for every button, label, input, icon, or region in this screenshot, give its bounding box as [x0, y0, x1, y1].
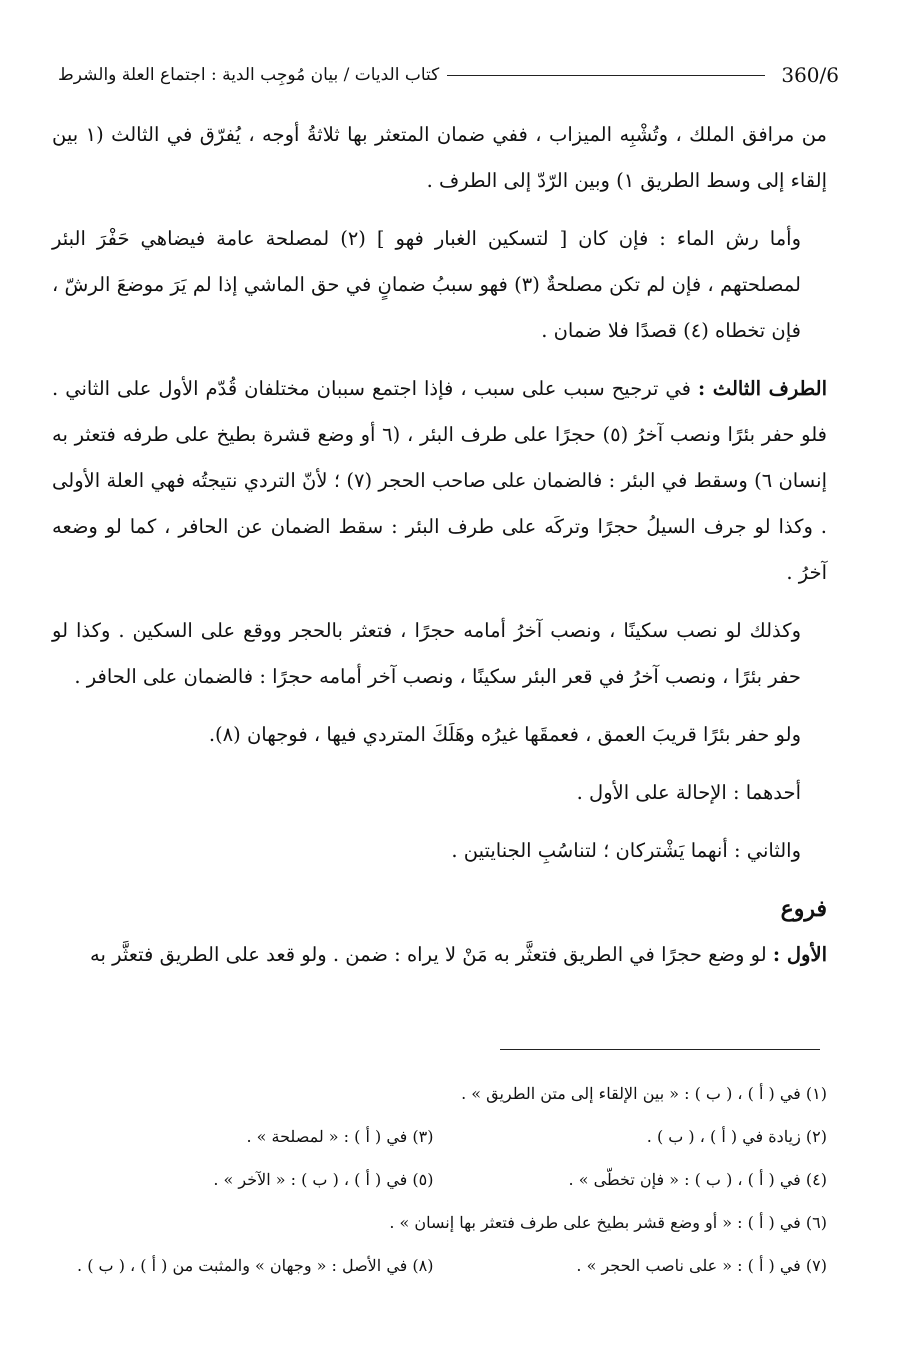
page-header [58, 58, 839, 92]
footnotes [40, 1072, 827, 1287]
paragraph-7: والثاني : أنهما يَشْتركان ؛ لتناسُبِ الجنايتين . [451, 839, 801, 862]
footnote-separator [500, 1049, 820, 1050]
header-rule [447, 75, 765, 76]
main-text [52, 112, 827, 978]
footnote-1: (١) في ( أ ) ، ( ب ) : « بين الإلقاء إلى متن الطريق » . [461, 1084, 827, 1103]
paragraph-6: أحدهما : الإحالة على الأول . [576, 781, 801, 804]
paragraph-8-text: لو وضع حجرًا في الطريق فتعثَّر به مَنْ لا يراه : ضمن . ولو قعد على الطريق فتعثَّر به [90, 943, 767, 966]
paragraph-3-text: في ترجيح سبب على سبب ، فإذا اجتمع سببان مختلفان قُدّم الأول على الثاني . فلو حفر بئرًا ونصب آخرُ (٥) حجرًا على طرف البئر ، (٦ أو وضع قشرة بطيخ على طرفه فتعثر به إنسان ٦) وسقط في البئر : فالضمان على صاحب الحجر (٧) ؛ لأنّ التردي نتيجتُه فهي العلة الأولى . وكذا لو جرف السيلُ حجرًا وتركَه على طرف البئر : سقط الضمان عن الحافر ، كما لو وضعه آخرُ . [52, 377, 827, 584]
paragraph-3 [52, 366, 827, 596]
footnote-7: (٧) في ( أ ) : « على ناصب الحجر » . [576, 1256, 827, 1275]
furu-heading: فروع [780, 896, 827, 922]
paragraph-2: وأما رش الماء : فإن كان [ لتسكين الغبار فهو ] (٢) لمصلحة عامة فيضاهي حَفْرَ البئر لمصلحتهم ، فإن لم تكن مصلحةٌ (٣) فهو سببُ ضمانٍ في حق الماشي إذا لم يَرَ موضعَ الرشّ ، فإن تخطاه (٤) قصدًا فلا ضمان . [52, 227, 801, 342]
paragraph-5: ولو حفر بئرًا قريبَ العمق ، فعمقَها غيرُه وهَلَكَ المتردي فيها ، فوجهان (٨). [208, 723, 801, 746]
footnote-4: (٤) في ( أ ) ، ( ب ) : « فإن تخطّى » . [568, 1170, 827, 1189]
footnote-5: (٥) في ( أ ) ، ( ب ) : « الآخر » . [213, 1170, 434, 1189]
paragraph-8 [52, 932, 827, 978]
running-title: كتاب الديات / بيان مُوجِب الدية : اجتماع العلة والشرط [58, 65, 440, 85]
page-number: 360/6 [781, 63, 839, 87]
footnote-2: (٢) زيادة في ( أ ) ، ( ب ) . [646, 1127, 827, 1146]
footnote-6: (٦) في ( أ ) : « أو وضع قشر بطيخ على طرف فتعثر بها إنسان » . [389, 1213, 827, 1232]
paragraph-4: وكذلك لو نصب سكينًا ، ونصب آخرُ أمامه حجرًا ، فتعثر بالحجر ووقع على السكين . وكذا لو حفر بئرًا ، ونصب آخرُ في قعر البئر سكينًا ، ونصب آخر أمامه حجرًا : فالضمان على الحافر . [52, 619, 801, 688]
section-heading: الطرف الثالث : [698, 377, 827, 400]
footnote-8: (٨) في الأصل : « وجهان » والمثبت من ( أ ) ، ( ب ) . [77, 1256, 434, 1275]
first-branch-label: الأول : [772, 943, 827, 966]
footnote-3: (٣) في ( أ ) : « لمصلحة » . [246, 1127, 434, 1146]
paragraph-1: من مرافق الملك ، وتُشْبِه الميزاب ، ففي ضمان المتعثر بها ثلاثةُ أوجه ، يُفرّق في الثالث (١ بين إلقاء إلى وسط الطريق ١) وبين الرّدّ إلى الطرف . [52, 123, 827, 192]
